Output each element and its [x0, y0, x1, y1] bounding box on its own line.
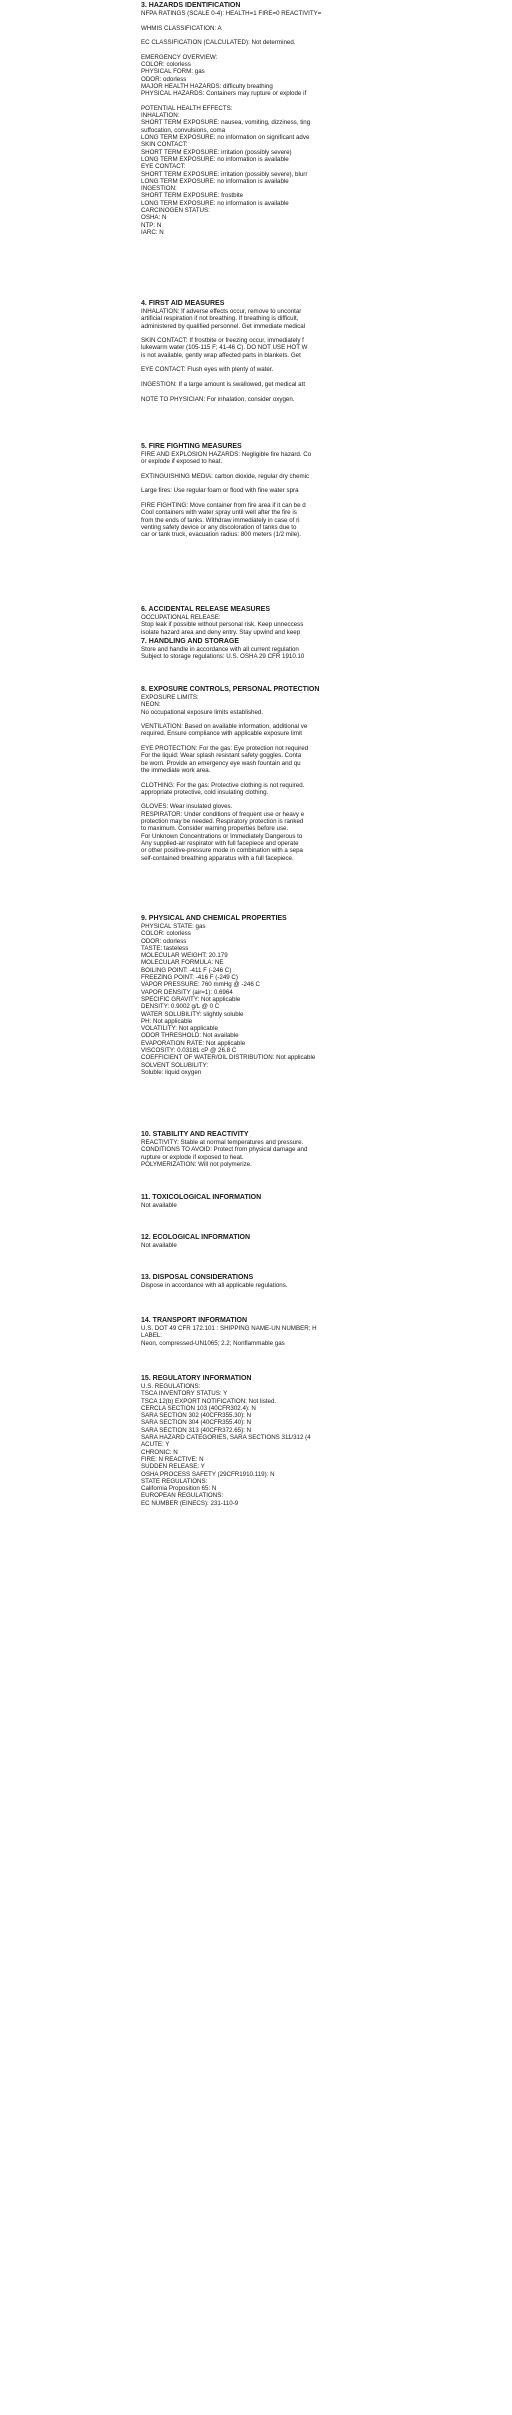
- section-disposal-considerations: [141, 1274, 512, 1289]
- blank-line: [141, 374, 512, 381]
- text-line: administered by qualified personnel. Get immediate medical: [141, 322, 306, 330]
- text-line: EUROPEAN REGULATIONS:: [141, 1492, 224, 1500]
- text-line: BOILING POINT: -411 F (-246 C): [141, 966, 232, 974]
- text-line: car or tank truck, evacuation radius: 800 meters (1/2 mile).: [141, 531, 301, 539]
- text-line: artificial respiration if not breathing. If breathing is difficult,: [141, 315, 299, 323]
- text-line: PHYSICAL STATE: gas: [141, 923, 206, 930]
- text-line: DENSITY: 0.9002 g/L @ 0 C: [141, 1003, 220, 1011]
- section-physical-chemical-properties: [141, 915, 512, 1076]
- text-line: VENTILATION: Based on available information, additional ve: [141, 723, 308, 731]
- text-line: EC NUMBER (EINECS): 231-110-9: [141, 1499, 239, 1507]
- text-line: appropriate protective, cold insulating clothing.: [141, 788, 269, 796]
- text-line: Not available: [141, 1202, 177, 1209]
- text-line: PHYSICAL FORM: gas: [141, 68, 205, 76]
- text-line: SHORT TERM EXPOSURE: nausea, vomiting, dizziness, ting: [141, 119, 311, 127]
- text-line: POTENTIAL HEALTH EFFECTS:: [141, 104, 233, 112]
- text-line: LABEL:: [141, 1332, 162, 1340]
- section-heading: 9. PHYSICAL AND CHEMICAL PROPERTIES: [141, 915, 287, 922]
- section-accidental-release-measures: [141, 606, 512, 636]
- text-line: INGESTION: If a large amount is swallowed, get medical att: [141, 380, 306, 388]
- text-line: EYE CONTACT:: [141, 163, 186, 171]
- section-transport-information: [141, 1317, 512, 1347]
- text-line: CONDITIONS TO AVOID: Protect from physical damage and: [141, 1146, 308, 1154]
- text-line: Stop leak if possible without personal risk. Keep unneccess: [141, 621, 304, 629]
- section-heading: 4. FIRST AID MEASURES: [141, 300, 225, 307]
- blank-line: [141, 774, 512, 781]
- text-line: isolate hazard area and deny entry. Stay upwind and keep: [141, 628, 301, 636]
- blank-line: [141, 495, 512, 502]
- text-line: rupture or explode if exposed to heat.: [141, 1153, 244, 1161]
- section-handling-and-storage: [141, 638, 512, 661]
- text-line: NEON:: [141, 701, 161, 709]
- text-line: TASTE: tasteless: [141, 944, 189, 952]
- text-line: self-contained breathing apparatus with a full facepiece.: [141, 854, 294, 862]
- text-line: Large fires: Use regular foam or flood with fine water spra: [141, 487, 299, 495]
- text-line: CHRONIC: N: [141, 1448, 178, 1456]
- text-line: FIRE AND EXPLOSION HAZARDS: Negligible fire hazard. Co: [141, 451, 312, 458]
- blank-line: [141, 98, 512, 105]
- text-line: LONG TERM EXPOSURE: no information on significant adve: [141, 134, 310, 142]
- text-line: COEFFICIENT OF WATER/OIL DISTRIBUTION: Not applicable: [141, 1054, 316, 1062]
- text-line: ODOR THRESHOLD: Not available: [141, 1032, 239, 1040]
- blank-line: [141, 388, 512, 395]
- blank-line: [141, 32, 512, 39]
- text-line: is not available, gently wrap affected parts in blankets. Get: [141, 351, 301, 359]
- text-line: PH: Not applicable: [141, 1017, 193, 1025]
- text-line: Cool containers with water spray until well after the fire is: [141, 509, 297, 517]
- blank-line: [141, 466, 512, 473]
- text-line: TSCA INVENTORY STATUS: Y: [141, 1390, 228, 1398]
- text-line: VAPOR DENSITY (air=1): 0.6964: [141, 988, 233, 996]
- text-line: protection may be needed. Respiratory protection is ranked: [141, 818, 304, 826]
- text-line: NFPA RATINGS (SCALE 0-4): HEALTH=1 FIRE=0 REACTIVITY=: [141, 10, 322, 17]
- blank-line: [141, 480, 512, 487]
- section-heading: 5. FIRE FIGHTING MEASURES: [141, 443, 242, 450]
- text-line: EC CLASSIFICATION (CALCULATED): Not determined.: [141, 39, 296, 47]
- text-line: MOLECULAR FORMULA: NE: [141, 959, 224, 967]
- text-line: SOLVENT SOLUBILITY:: [141, 1061, 209, 1069]
- text-line: FIRE: N REACTIVE: N: [141, 1455, 204, 1463]
- text-line: INHALATION:: [141, 112, 180, 120]
- section-heading: 14. TRANSPORT INFORMATION: [141, 1317, 248, 1324]
- section-heading: 10. STABILITY AND REACTIVITY: [141, 1131, 249, 1138]
- text-line: OSHA PROCESS SAFETY (29CFR1910.119): N: [141, 1470, 275, 1478]
- blank-line: [141, 330, 512, 337]
- blank-line: [141, 46, 512, 53]
- section-first-aid-measures: [141, 300, 512, 403]
- text-line: EMERGENCY OVERVIEW:: [141, 53, 218, 61]
- text-line: Any supplied-air respirator with full facepiece and operate: [141, 839, 299, 847]
- text-line: IARC: N: [141, 228, 164, 236]
- text-line: EVAPORATION RATE: Not applicable: [141, 1039, 246, 1047]
- text-line: COLOR: colorless: [141, 61, 191, 69]
- text-line: the immediate work area.: [141, 766, 211, 774]
- text-line: suffocation, convulsions, coma: [141, 126, 226, 134]
- section-fire-fighting-measures: [141, 443, 512, 539]
- text-line: RESPIRATOR: Under conditions of frequent use or heavy e: [141, 810, 305, 818]
- text-line: ACUTE: Y: [141, 1441, 170, 1449]
- text-line: or explode if exposed to heat.: [141, 458, 223, 466]
- text-line: SHORT TERM EXPOSURE: frostbite: [141, 192, 244, 200]
- text-line: VISCOSITY: 0.03181 cP @ 26.8 C: [141, 1047, 237, 1055]
- text-line: COLOR: colorless: [141, 930, 191, 938]
- text-line: STATE REGULATIONS:: [141, 1477, 208, 1485]
- text-line: VAPOR PRESSURE: 760 mmHg @ -246 C: [141, 981, 260, 989]
- text-line: For the liquid: Wear splash resistant safety goggles. Conta: [141, 752, 302, 760]
- text-line: SKIN CONTACT: If frostbite or freezing occur, immediately f: [141, 337, 304, 345]
- section-hazards-identification: [141, 2, 512, 236]
- section-heading: 13. DISPOSAL CONSIDERATIONS: [141, 1274, 254, 1281]
- text-line: EXTINGUISHING MEDIA: carbon dioxide, regular dry chemic: [141, 472, 310, 480]
- blank-line: [141, 359, 512, 366]
- text-line: GLOVES: Wear insulated gloves.: [141, 803, 233, 811]
- blank-line: [141, 716, 512, 723]
- text-line: FIRE FIGHTING: Move container from fire area if it can be d: [141, 502, 306, 510]
- section-heading: 12. ECOLOGICAL INFORMATION: [141, 1234, 251, 1241]
- text-line: OSHA: N: [141, 214, 167, 222]
- blank-line: [141, 17, 512, 24]
- text-line: California Proposition 65: N: [141, 1485, 217, 1493]
- sds-document: [141, 0, 512, 2415]
- text-line: from the ends of tanks. Withdraw immediately in case of ri: [141, 516, 300, 524]
- text-line: CERCLA SECTION 103 (40CFR302.4): N: [141, 1404, 256, 1412]
- section-heading: 7. HANDLING AND STORAGE: [141, 638, 240, 645]
- text-line: PHYSICAL HAZARDS: Containers may rupture or explode if: [141, 90, 307, 98]
- text-line: U.S. DOT 49 CFR 172.101 : SHIPPING NAME-UN NUMBER; H: [141, 1325, 317, 1332]
- text-line: POLYMERIZATION: Will not polymerize.: [141, 1160, 252, 1168]
- text-line: ODOR: odorless: [141, 75, 187, 83]
- text-line: SARA SECTION 304 (40CFR355.40): N: [141, 1419, 252, 1427]
- text-line: SPECIFIC GRAVITY: Not applicable: [141, 995, 241, 1003]
- text-line: Dispose in accordance with all applicable regulations.: [141, 1282, 288, 1289]
- text-line: No occupational exposure limits established.: [141, 708, 264, 716]
- text-line: WATER SOLUBILITY: slightly soluble: [141, 1010, 244, 1018]
- section-heading: 11. TOXICOLOGICAL INFORMATION: [141, 1194, 262, 1201]
- section-heading: 6. ACCIDENTAL RELEASE MEASURES: [141, 606, 270, 613]
- section-toxicological-information: [141, 1194, 512, 1209]
- section-heading: 3. HAZARDS IDENTIFICATION: [141, 2, 241, 9]
- text-line: INGESTION:: [141, 185, 177, 193]
- text-line: EYE PROTECTION: For the gas: Eye protection not required: [141, 745, 309, 753]
- text-line: VOLATILITY: Not applicable: [141, 1025, 218, 1033]
- section-exposure-controls: [141, 686, 512, 862]
- text-line: WHMIS CLASSIFICATION: A: [141, 24, 222, 32]
- text-line: SARA HAZARD CATEGORIES, SARA SECTIONS 311/312 (4: [141, 1434, 311, 1442]
- text-line: SARA SECTION 302 (40CFR355.30): N: [141, 1412, 252, 1420]
- text-line: required. Ensure compliance with applicable exposure limit: [141, 730, 302, 738]
- text-line: Not available: [141, 1242, 177, 1249]
- text-line: ODOR: odorless: [141, 937, 187, 945]
- text-line: NTP: N: [141, 221, 162, 229]
- text-line: SUDDEN RELEASE: Y: [141, 1463, 205, 1471]
- section-heading: 15. REGULATORY INFORMATION: [141, 1375, 252, 1382]
- text-line: U.S. REGULATIONS:: [141, 1383, 201, 1390]
- text-line: CLOTHING: For the gas: Protective clothing is not required.: [141, 781, 305, 789]
- text-line: SARA SECTION 313 (40CFR372.65): N: [141, 1426, 252, 1434]
- text-line: NOTE TO PHYSICIAN: For inhalation, consider oxygen.: [141, 395, 295, 403]
- text-line: LONG TERM EXPOSURE: no information is available: [141, 199, 289, 207]
- text-line: be worn. Provide an emergency eye wash fountain and qu: [141, 759, 301, 767]
- text-line: Soluble: liquid oxygen: [141, 1068, 202, 1076]
- text-line: INHALATION: If adverse effects occur, remove to uncontar: [141, 308, 302, 315]
- blank-line: [141, 738, 512, 745]
- text-line: SKIN CONTACT:: [141, 141, 188, 149]
- text-line: CARCINOGEN STATUS:: [141, 207, 210, 215]
- text-line: EXPOSURE LIMITS:: [141, 694, 199, 701]
- text-line: Neon, compressed-UN1065; 2.2; Nonflammable gas: [141, 1339, 285, 1347]
- text-line: venting safety device or any discoloration of tanks due to: [141, 523, 297, 531]
- blank-line: [141, 796, 512, 803]
- text-line: lukewarm water (105-115 F; 41-46 C). DO NOT USE HOT W: [141, 344, 308, 352]
- text-line: or other positive-pressure mode in combination with a sepa: [141, 847, 303, 855]
- text-line: MOLECULAR WEIGHT: 20.179: [141, 952, 228, 960]
- text-line: REACTIVITY: Stable at normal temperatures and pressure.: [141, 1139, 304, 1146]
- text-line: LONG TERM EXPOSURE: no information is available: [141, 155, 289, 163]
- text-line: TSCA 12(b) EXPORT NOTIFICATION: Not listed.: [141, 1397, 277, 1405]
- text-line: to maximum. Consider warning properties before use.: [141, 825, 289, 833]
- text-line: EYE CONTACT: Flush eyes with plenty of water.: [141, 366, 274, 374]
- section-stability-reactivity: [141, 1131, 512, 1168]
- text-line: SHORT TERM EXPOSURE: irritation (possibly severe), blurr: [141, 170, 308, 178]
- text-line: For Unknown Concentrations or Immediately Dangerous to: [141, 832, 303, 840]
- text-line: Subject to storage regulations: U.S. OSHA 29 CFR 1910.10: [141, 653, 305, 661]
- text-line: OCCUPATIONAL RELEASE:: [141, 614, 221, 621]
- text-line: FREEZING POINT: -416 F (-249 C): [141, 974, 238, 982]
- text-line: LONG TERM EXPOSURE: no information is available: [141, 177, 289, 185]
- section-regulatory-information: [141, 1375, 512, 1507]
- section-heading: 8. EXPOSURE CONTROLS, PERSONAL PROTECTION: [141, 686, 320, 693]
- text-line: Store and handle in accordance with all current regulation: [141, 646, 299, 653]
- text-line: MAJOR HEALTH HAZARDS: difficulty breathing: [141, 82, 273, 90]
- section-ecological-information: [141, 1234, 512, 1249]
- text-line: SHORT TERM EXPOSURE: irritation (possibly severe): [141, 148, 292, 156]
